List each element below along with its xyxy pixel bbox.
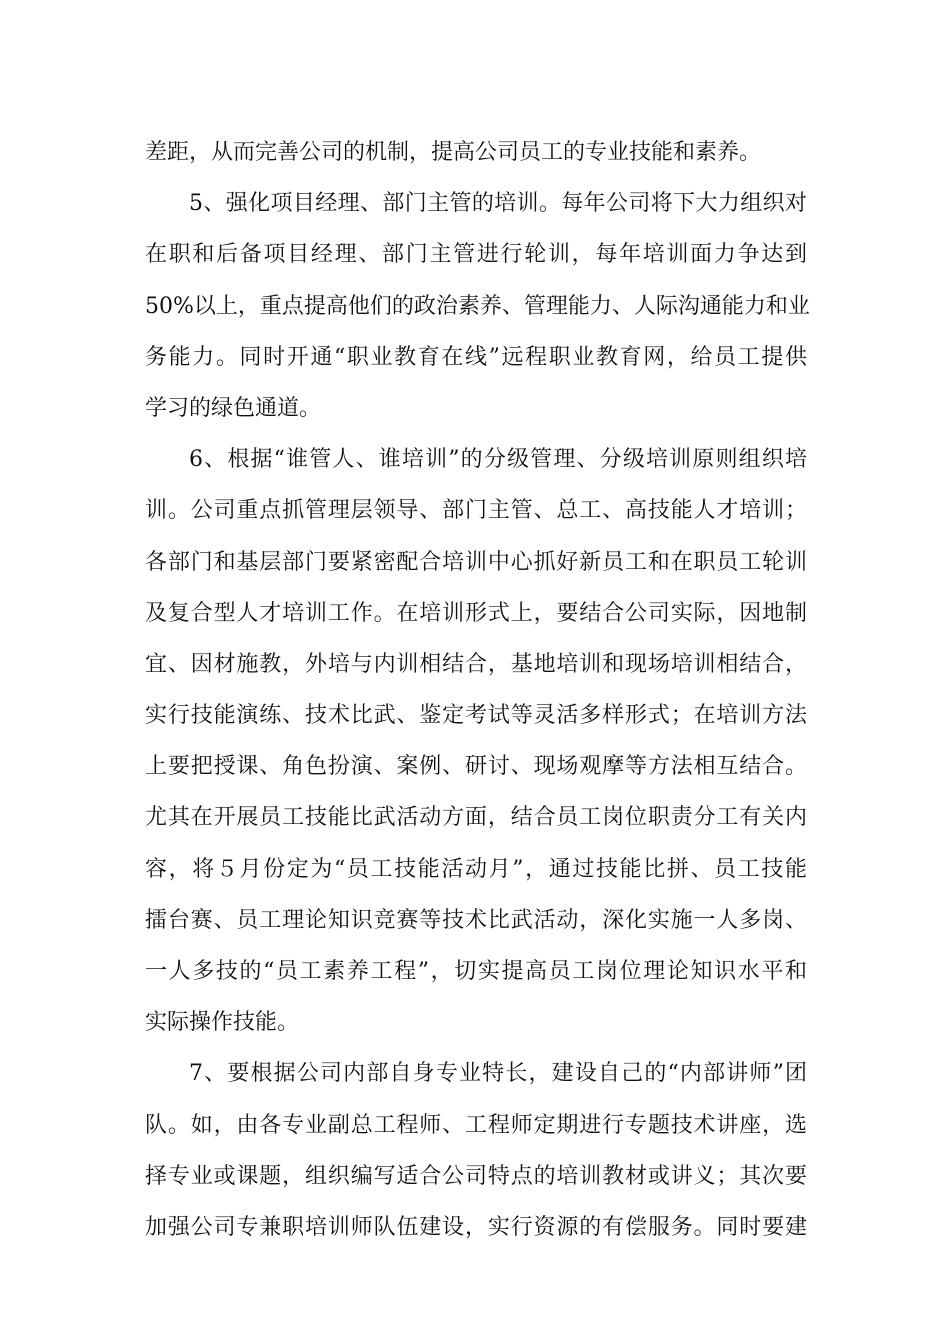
text-line: 擂台赛、员工理论知识竞赛等技术比武活动，深化实施一人多岗、	[145, 907, 807, 933]
text-line: 实际操作技能。	[145, 1010, 300, 1036]
text-line: 加强公司专兼职培训师队伍建设，实行资源的有偿服务。同时要建	[145, 1214, 807, 1240]
text-line: 择专业或课题，组织编写适合公司特点的培训教材或讲义；其次要	[145, 1163, 807, 1189]
text-line: 队。如，由各专业副总工程师、工程师定期进行专题技术讲座，选	[145, 1112, 807, 1138]
text-line: 在职和后备项目经理、部门主管进行轮训，每年培训面力争达到	[145, 242, 807, 268]
text-line: 6、根据“谁管人、谁培训”的分级管理、分级培训原则组织培	[189, 447, 807, 473]
paragraph	[145, 127, 807, 178]
text-line: 各部门和基层部门要紧密配合培训中心抓好新员工和在职员工轮训	[145, 549, 807, 575]
text-line: 7、要根据公司内部自身专业特长，建设自己的“内部讲师”团	[189, 1061, 807, 1087]
text-line: 务能力。同时开通“职业教育在线”远程职业教育网，给员工提供	[145, 344, 807, 370]
text-line: 差距，从而完善公司的机制，提高公司员工的专业技能和素养。	[145, 140, 762, 165]
text-line: 实行技能演练、技术比武、鉴定考试等灵活多样形式；在培训方法	[145, 703, 807, 729]
text-line: 宜、因材施教，外培与内训相结合，基地培训和现场培训相结合，	[145, 651, 807, 677]
text-line: 尤其在开展员工技能比武活动方面，结合员工岗位职责分工有关内	[145, 805, 807, 831]
paragraph	[145, 434, 807, 1048]
text-line: 容，将５月份定为“员工技能活动月”，通过技能比拼、员工技能	[145, 856, 807, 882]
text-line: 5、强化项目经理、部门主管的培训。每年公司将下大力组织对	[189, 191, 807, 217]
text-line: 上要把授课、角色扮演、案例、研讨、现场观摩等方法相互结合。	[145, 754, 807, 780]
text-line: 学习的绿色通道。	[145, 395, 322, 421]
document-body	[145, 127, 810, 1253]
text-line: 训。公司重点抓管理层领导、部门主管、总工、高技能人才培训；	[145, 498, 807, 524]
text-line: 一人多技的“员工素养工程”，切实提高员工岗位理论知识水平和	[145, 959, 807, 984]
paragraph	[145, 178, 810, 434]
paragraph	[145, 1048, 807, 1253]
text-line: 及复合型人才培训工作。在培训形式上，要结合公司实际，因地制	[145, 600, 807, 626]
text-line: 50%以上，重点提高他们的政治素养、管理能力、人际沟通能力和业	[145, 293, 810, 319]
